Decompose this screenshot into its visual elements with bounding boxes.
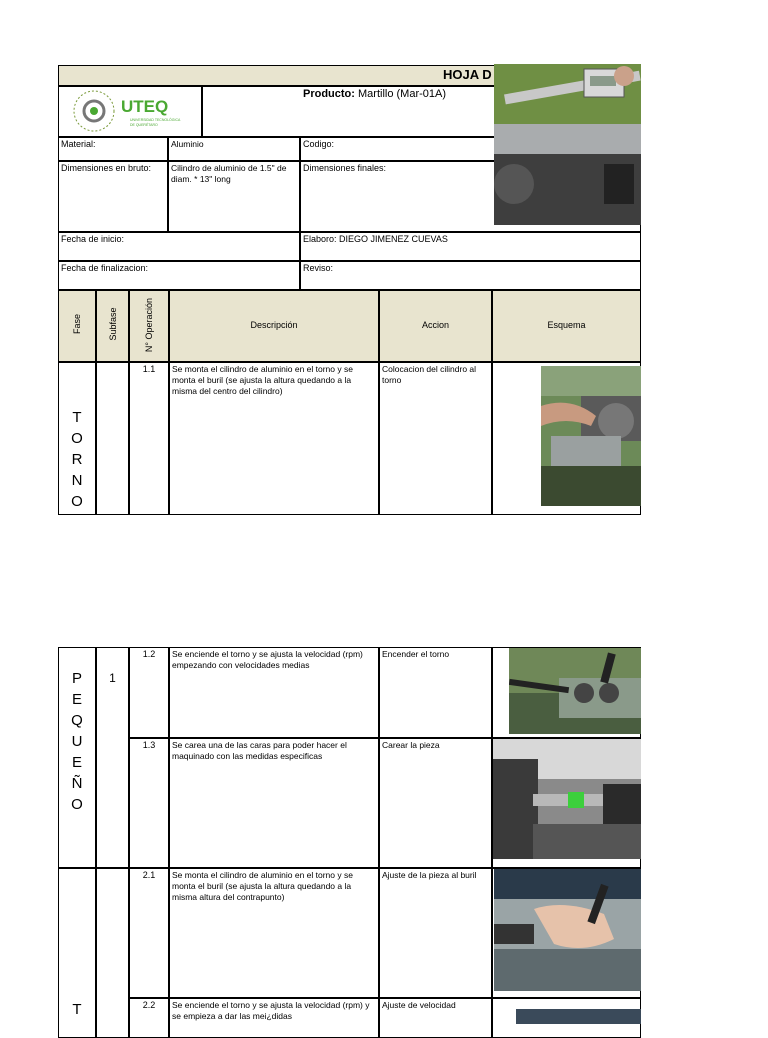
col-esquema-label: Esquema <box>547 320 586 330</box>
fase-letters-mid: P E Q U E Ñ O <box>71 670 83 813</box>
op-num-1-1: 1.1 <box>129 362 169 515</box>
svg-text:UTEQ: UTEQ <box>121 97 169 116</box>
op-desc-1-1: Se monta el cilindro de aluminio en el torno y se monta el buril (se ajusta la altura quedando a la misma del centro del cilindro) <box>169 362 379 515</box>
product-label: Producto: <box>303 88 355 100</box>
op-desc-1-2: Se enciende el torno y se ajusta la velocidad (rpm) empezando con velocidades medias <box>169 647 379 738</box>
elaboro-cell <box>300 232 641 261</box>
op-accion-1-2: Encender el torno <box>379 647 492 738</box>
fase-letters-bottom: T <box>72 1001 82 1018</box>
svg-text:DE QUERÉTARO: DE QUERÉTARO <box>130 123 158 127</box>
codigo-label: Codigo: <box>303 139 335 149</box>
dim-bruto-value-cell <box>168 161 300 232</box>
op-desc-2-2: Se enciende el torno y se ajusta la velocidad (rpm) y se empieza a dar las mei¿didas <box>169 998 379 1038</box>
op-desc-1-3: Se carea una de las caras para poder hacer el maquinado con las medidas especificas <box>169 738 379 868</box>
op-num-2-2: 2.2 <box>129 998 169 1038</box>
lathe-photo-2 <box>509 648 641 734</box>
op-accion-1-1: Colocacion del cilindro al torno <box>379 362 492 515</box>
op-accion-2-1: Ajuste de la pieza al buril <box>379 868 492 998</box>
material-value-cell <box>168 137 300 161</box>
dim-bruto-value: Cilindro de aluminio de 1.5" de diam. * 13" long <box>171 163 287 184</box>
op-desc-2-1: Se monta el cilindro de aluminio en el torno y se monta el buril (se ajusta la altura quedando a la misma altura del contrapunto) <box>169 868 379 998</box>
op-num-1-2: 1.2 <box>129 647 169 738</box>
dim-bruto-label: Dimensiones en bruto: <box>61 163 152 173</box>
col-accion-label: Accion <box>421 320 449 330</box>
op-accion-1-3: Carear la pieza <box>379 738 492 868</box>
material-value: Aluminio <box>171 139 204 149</box>
lathe-photo-4 <box>494 869 641 991</box>
dim-finales-label: Dimensiones finales: <box>303 163 387 173</box>
svg-text:UNIVERSIDAD TECNOLÓGICA: UNIVERSIDAD TECNOLÓGICA <box>130 118 181 122</box>
col-desc-header <box>169 290 379 362</box>
dim-bruto-label-cell <box>58 161 168 232</box>
op-num-1-3: 1.3 <box>129 738 169 868</box>
elaboro-label: Elaboro: DIEGO JIMENEZ CUEVAS <box>303 234 448 244</box>
subfase-value: 1 <box>109 671 116 685</box>
sheet-title: HOJA D <box>443 67 492 82</box>
col-esquema-header <box>492 290 641 362</box>
subfase-cell-1b <box>96 647 129 868</box>
subfase-cell-2 <box>96 868 129 1038</box>
col-fase-label: Fase <box>72 314 82 335</box>
screen-photo-5 <box>516 1009 641 1024</box>
op-num-2-1: 2.1 <box>129 868 169 998</box>
lathe-photo-1 <box>541 366 641 506</box>
col-accion-header <box>379 290 492 362</box>
col-nop-label: N° Operación <box>144 297 154 353</box>
caliper-photo <box>494 64 641 225</box>
reviso-cell <box>300 261 641 290</box>
product-value: Martillo (Mar-01A) <box>358 88 447 100</box>
uteq-logo <box>66 88 196 134</box>
op-accion-2-2: Ajuste de velocidad <box>379 998 492 1038</box>
fase-letters-top: T O R N O <box>71 409 83 510</box>
product-line <box>303 88 446 100</box>
col-desc-label: Descripción <box>250 320 298 330</box>
fecha-inicio-cell <box>58 232 300 261</box>
material-label: Material: <box>61 139 96 149</box>
col-subfase-label: Subfase <box>108 307 118 341</box>
fecha-fin-label: Fecha de finalizacion: <box>61 263 149 273</box>
fecha-inicio-label: Fecha de inicio: <box>61 234 125 244</box>
lathe-photo-3 <box>493 739 641 859</box>
fecha-fin-cell <box>58 261 300 290</box>
reviso-label: Reviso: <box>303 263 334 273</box>
material-label-cell <box>58 137 168 161</box>
subfase-cell-1 <box>96 362 129 515</box>
